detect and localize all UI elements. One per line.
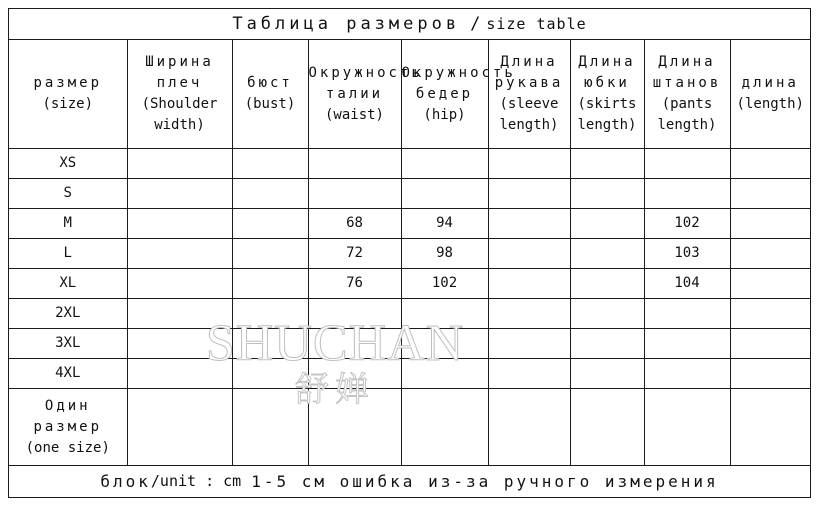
header-bust	[232, 40, 308, 149]
header-skirt	[570, 40, 644, 149]
size-cell: XL	[9, 269, 127, 299]
size-table	[9, 40, 810, 466]
hip-cell: 98	[401, 239, 488, 269]
header-ru: бюст	[247, 75, 293, 91]
shoulder-cell	[127, 389, 232, 466]
sleeve-cell	[488, 299, 570, 329]
header-ru: Ширина плеч	[145, 54, 214, 91]
sleeve-cell	[488, 149, 570, 179]
pants-cell	[644, 329, 730, 359]
header-en: (Shoulder width)	[141, 96, 218, 133]
shoulder-cell	[127, 149, 232, 179]
skirt-cell	[570, 299, 644, 329]
header-pants	[644, 40, 730, 149]
header-ru: Длина юбки	[578, 54, 636, 91]
sleeve-cell	[488, 179, 570, 209]
shoulder-cell	[127, 209, 232, 239]
pants-cell: 104	[644, 269, 730, 299]
header-en: (waist)	[324, 106, 384, 123]
waist-cell: 72	[308, 239, 401, 269]
skirt-cell	[570, 149, 644, 179]
header-waist	[308, 40, 423, 149]
size-cell: L	[9, 239, 127, 269]
shoulder-cell	[127, 329, 232, 359]
size-cell: 4XL	[9, 359, 127, 389]
length-cell	[730, 269, 810, 299]
table-row	[9, 359, 810, 389]
length-cell	[730, 359, 810, 389]
shoulder-cell	[127, 359, 232, 389]
waist-cell	[308, 299, 401, 329]
title-en: size table	[486, 15, 587, 33]
chart-title	[9, 9, 810, 40]
size-cell: XS	[9, 149, 127, 179]
shoulder-cell	[127, 179, 232, 209]
header-ru: Длина штанов	[652, 54, 722, 91]
pants-cell	[644, 389, 730, 466]
length-cell	[730, 299, 810, 329]
header-ru: Окружность бедер	[401, 64, 516, 102]
pants-cell: 102	[644, 209, 730, 239]
pants-cell: 103	[644, 239, 730, 269]
bust-cell	[232, 209, 308, 239]
one-size-row	[9, 389, 810, 466]
header-ru: длина	[741, 75, 799, 91]
header-hip	[401, 40, 516, 149]
waist-cell: 68	[308, 209, 401, 239]
sleeve-cell	[488, 389, 570, 466]
table-row	[9, 209, 810, 239]
bust-cell	[232, 299, 308, 329]
table-row	[9, 179, 810, 209]
skirt-cell	[570, 239, 644, 269]
title-ru: Таблица размеров	[232, 14, 461, 34]
header-row	[9, 40, 810, 149]
sleeve-cell	[488, 329, 570, 359]
waist-cell	[308, 329, 401, 359]
header-ru: Окружность талии	[308, 64, 423, 102]
hip-cell	[401, 179, 488, 209]
bust-cell	[232, 239, 308, 269]
header-length	[730, 40, 810, 149]
sleeve-cell	[488, 359, 570, 389]
title-separator: /	[470, 14, 485, 34]
sleeve-cell	[488, 269, 570, 299]
header-en: (length)	[736, 96, 804, 112]
watermark-cn: 舒婵	[295, 370, 375, 410]
table-row	[9, 329, 810, 359]
hip-cell	[401, 329, 488, 359]
header-en: (size)	[42, 96, 94, 112]
sleeve-cell	[488, 239, 570, 269]
one-size-en: (one size)	[25, 439, 110, 456]
pants-cell	[644, 179, 730, 209]
skirt-cell	[570, 269, 644, 299]
skirt-cell	[570, 389, 644, 466]
shoulder-cell	[127, 239, 232, 269]
waist-cell	[308, 149, 401, 179]
waist-cell: 76	[308, 269, 401, 299]
footer-ru-unit: блок	[100, 471, 151, 491]
size-chart	[8, 8, 811, 498]
watermark-latin: SHUCHAN	[205, 315, 465, 372]
bust-cell	[232, 329, 308, 359]
bust-cell	[232, 269, 308, 299]
bust-cell	[232, 149, 308, 179]
one-size-cell	[9, 389, 127, 466]
length-cell	[730, 389, 810, 466]
size-cell: 2XL	[9, 299, 127, 329]
footer-note-text: 1-5 см ошибка из-за ручного измерения	[251, 471, 719, 491]
table-row	[9, 299, 810, 329]
length-cell	[730, 239, 810, 269]
length-cell	[730, 179, 810, 209]
header-shoulder	[127, 40, 232, 149]
pants-cell	[644, 359, 730, 389]
header-sleeve	[488, 40, 570, 149]
one-size-ru: Один размер	[33, 397, 103, 435]
size-cell: S	[9, 179, 127, 209]
header-ru: Длина рукава	[494, 54, 564, 91]
waist-cell	[308, 179, 401, 209]
hip-cell: 94	[401, 209, 488, 239]
shoulder-cell	[127, 269, 232, 299]
footer-note	[9, 466, 810, 496]
waist-cell	[308, 359, 401, 389]
bust-cell	[232, 179, 308, 209]
header-en: (pants length)	[657, 96, 717, 133]
pants-cell	[644, 299, 730, 329]
size-cell: 3XL	[9, 329, 127, 359]
hip-cell	[401, 299, 488, 329]
pants-cell	[644, 149, 730, 179]
hip-cell: 102	[401, 269, 488, 299]
sleeve-cell	[488, 209, 570, 239]
table-row	[9, 269, 810, 299]
header-en: (sleeve length)	[499, 96, 559, 133]
header-en: (skirts length)	[577, 96, 637, 133]
hip-cell	[401, 149, 488, 179]
size-cell: M	[9, 209, 127, 239]
skirt-cell	[570, 329, 644, 359]
skirt-cell	[570, 209, 644, 239]
length-cell	[730, 329, 810, 359]
waist-cell	[308, 389, 401, 466]
hip-cell	[401, 359, 488, 389]
header-size	[9, 40, 127, 149]
header-en: (bust)	[244, 96, 296, 112]
length-cell	[730, 209, 810, 239]
table-row	[9, 149, 810, 179]
shoulder-cell	[127, 299, 232, 329]
skirt-cell	[570, 179, 644, 209]
bust-cell	[232, 389, 308, 466]
footer-unit: /unit : cm	[150, 472, 242, 490]
header-en: (hip)	[423, 106, 466, 123]
skirt-cell	[570, 359, 644, 389]
length-cell	[730, 149, 810, 179]
bust-cell	[232, 359, 308, 389]
hip-cell	[401, 389, 488, 466]
table-row	[9, 239, 810, 269]
header-ru: размер	[33, 75, 103, 91]
